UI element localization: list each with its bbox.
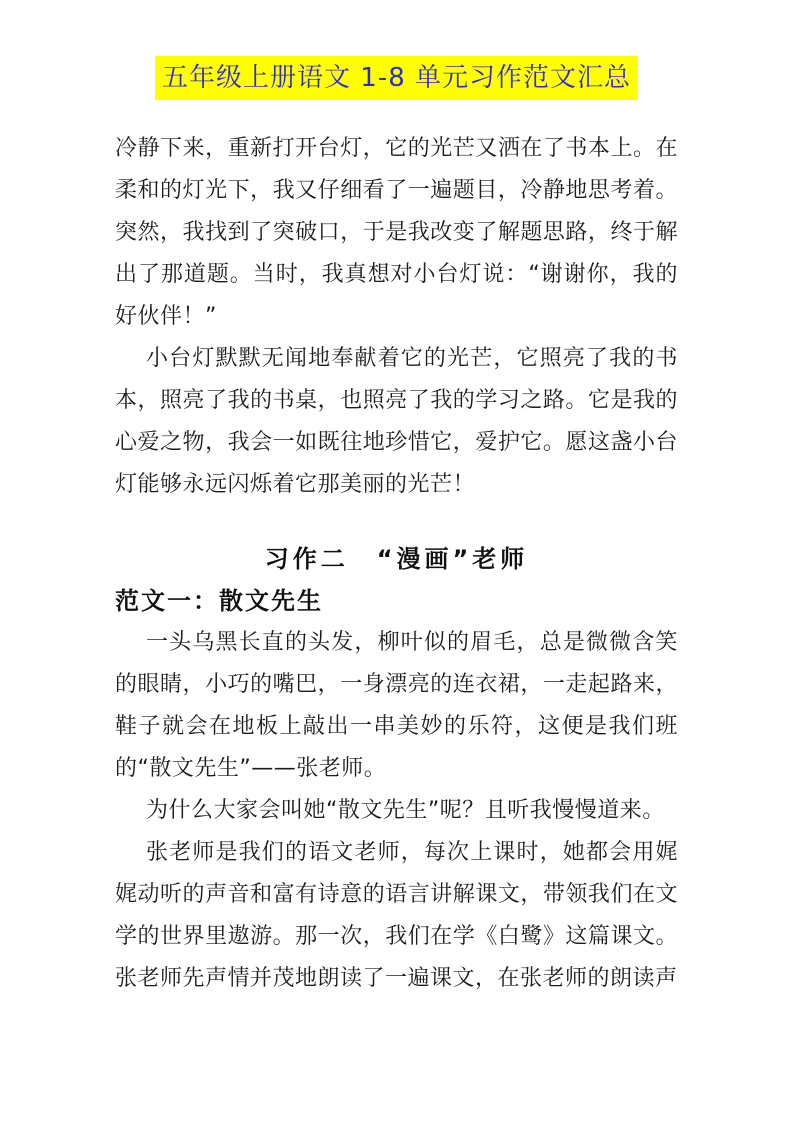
paragraph-lamp-essay-1: 冷静下来，重新打开台灯，它的光芒又洒在了书本上。在柔和的灯光下，我又仔细看了一遍题目，冷静地思考着。突然，我找到了突破口，于是我改变了解题思路，终于解出了那道题。当时，我真想对小台灯说：“谢谢你，我的好伙伴！” [115,136,678,329]
paragraph-lamp-essay-2: 小台灯默默无闻地奉献着它的光芒，它照亮了我的书本，照亮了我的书桌，也照亮了我的学习之路。它是我的心爱之物，我会一如既往地珍惜它，爱护它。愿这盏小台灯能够永远闪烁着它那美丽的光芒！ [115,346,678,497]
section-heading: 习作二 “漫画”老师 [264,545,529,573]
sample-essay-title: 范文一：散文先生 [115,587,323,615]
paragraph-teacher-essay-1: 一头乌黑长直的头发，柳叶似的眉毛，总是微微含笑的眼睛，小巧的嘴巴，一身漂亮的连衣裙，一走起路来，鞋子就会在地板上敲出一串美妙的乐符，这便是我们班的“散文先生”——张老师。 [115,630,678,781]
paragraph-teacher-essay-3: 张老师是我们的语文老师，每次上课时，她都会用娓娓动听的声音和富有诗意的语言讲解课文，带领我们在文学的世界里遨游。那一次，我们在学《白鹭》这篇课文。张老师先声情并茂地朗读了一遍课文，在张老师的朗读声 [115,840,678,991]
document-body [115,128,678,1000]
page-title: 五年级上册语文 1-8 单元习作范文汇总 [155,56,638,100]
paragraph-teacher-essay-2: 为什么大家会叫她“散文先生”呢？且听我慢慢道来。 [146,798,665,823]
title-row [115,56,678,100]
